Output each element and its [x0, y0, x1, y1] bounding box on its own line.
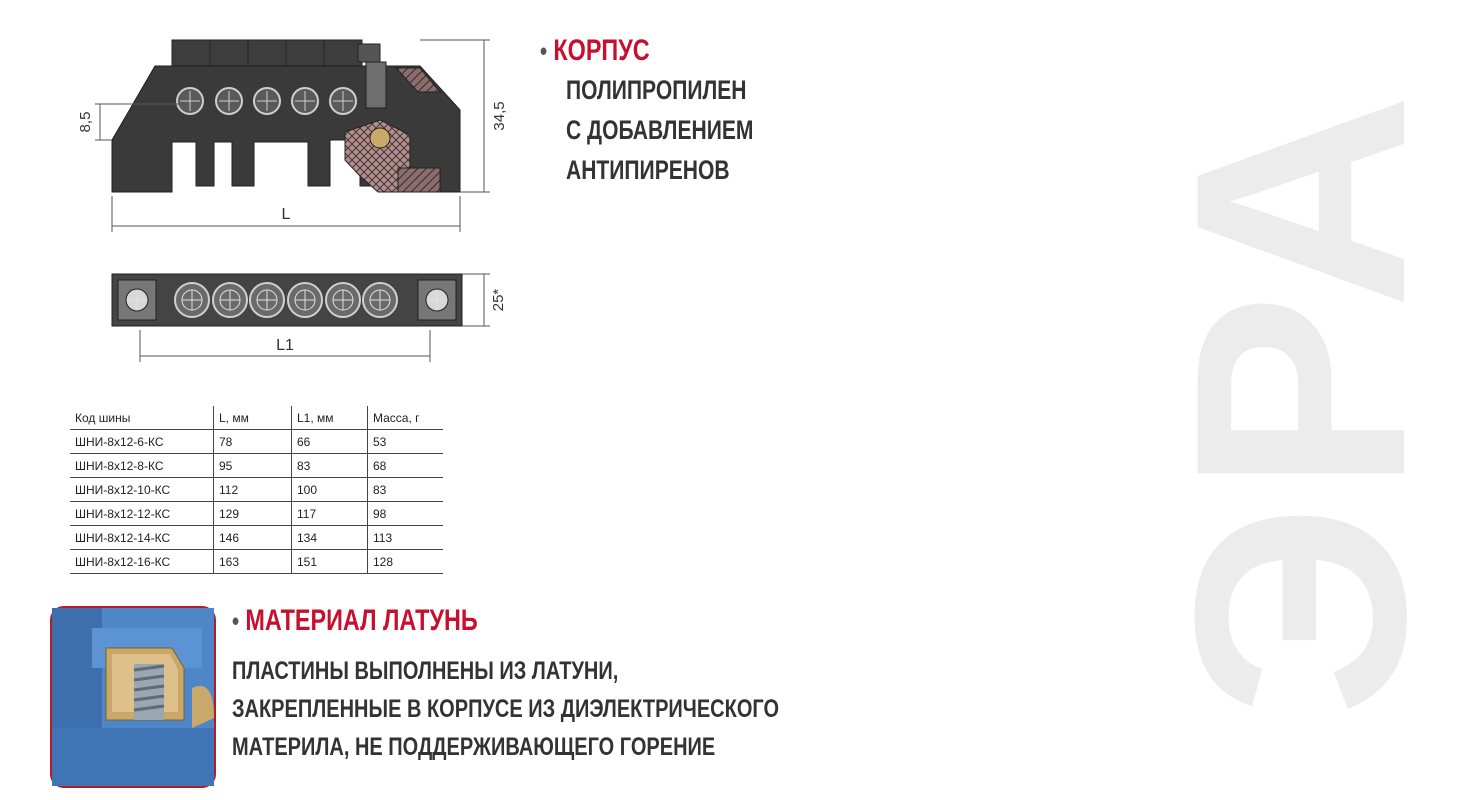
- brand-watermark-text: ЭРА: [1132, 83, 1468, 717]
- housing-heading: [540, 34, 748, 68]
- bullet-icon: •: [540, 35, 548, 66]
- brass-terminal-image: [52, 608, 214, 786]
- table-row: [70, 478, 443, 502]
- material-line: ЗАКРЕПЛЕННЫЕ В КОРПУСЕ ИЗ ДИЭЛЕКТРИЧЕСКОГО: [232, 695, 780, 723]
- col-header-length-inner: L1, мм: [292, 406, 368, 430]
- material-line: МАТЕРИЛА, НЕ ПОДДЕРЖИВАЮЩЕГО ГОРЕНИЕ: [232, 733, 716, 761]
- cell-length-inner: 66: [292, 430, 368, 454]
- housing-title: КОРПУС: [553, 34, 650, 67]
- dim-width-label: 25*: [490, 288, 507, 312]
- cell-length-inner: 134: [292, 526, 368, 550]
- dim-length-label: L: [281, 206, 291, 223]
- col-header-code: Код шины: [70, 406, 214, 430]
- cell-length: 95: [214, 454, 292, 478]
- cell-length: 129: [214, 502, 292, 526]
- table-row: [70, 454, 443, 478]
- housing-line: ПОЛИПРОПИЛЕН: [566, 75, 747, 105]
- cell-mass: 53: [368, 430, 444, 454]
- cell-length: 78: [214, 430, 292, 454]
- housing-line: С ДОБАВЛЕНИЕМ: [566, 115, 754, 145]
- col-header-mass: Масса, г: [368, 406, 444, 430]
- col-header-length: L, мм: [214, 406, 292, 430]
- cell-code: ШНИ-8х12-10-КС: [70, 478, 214, 502]
- table-row: [70, 526, 443, 550]
- material-title: МАТЕРИАЛ ЛАТУНЬ: [245, 604, 478, 637]
- cell-mass: 83: [368, 478, 444, 502]
- housing-line: АНТИПИРЕНОВ: [566, 155, 730, 185]
- cell-mass: 98: [368, 502, 444, 526]
- table-row: [70, 550, 443, 574]
- material-heading: [232, 604, 765, 638]
- cell-code: ШНИ-8х12-8-КС: [70, 454, 214, 478]
- table-row: [70, 502, 443, 526]
- cell-code: ШНИ-8х12-14-КС: [70, 526, 214, 550]
- cell-code: ШНИ-8х12-6-КС: [70, 430, 214, 454]
- dim-height-small-label: 8,5: [77, 111, 94, 133]
- cell-length-inner: 117: [292, 502, 368, 526]
- table-row: [70, 430, 443, 454]
- side-view: [112, 40, 460, 192]
- brass-terminal-photo: [50, 606, 216, 788]
- table-header-row: [70, 406, 443, 430]
- housing-section: [540, 34, 806, 190]
- cell-length-inner: 100: [292, 478, 368, 502]
- cell-mass: 113: [368, 526, 444, 550]
- dim-length-inner-label: L1: [276, 337, 294, 354]
- cell-length-inner: 83: [292, 454, 368, 478]
- cell-length: 146: [214, 526, 292, 550]
- cell-code: ШНИ-8х12-16-КС: [70, 550, 214, 574]
- cell-mass: 68: [368, 454, 444, 478]
- top-view: [112, 274, 462, 326]
- cell-code: ШНИ-8х12-12-КС: [70, 502, 214, 526]
- cell-length-inner: 151: [292, 550, 368, 574]
- cell-length: 112: [214, 478, 292, 502]
- specs-table: [70, 406, 443, 574]
- bullet-icon: •: [232, 605, 240, 636]
- cell-length: 163: [214, 550, 292, 574]
- material-line: ПЛАСТИНЫ ВЫПОЛНЕНЫ ИЗ ЛАТУНИ,: [232, 657, 619, 685]
- material-section: [232, 604, 916, 766]
- cell-mass: 128: [368, 550, 444, 574]
- dim-height-label: 34,5: [491, 101, 508, 131]
